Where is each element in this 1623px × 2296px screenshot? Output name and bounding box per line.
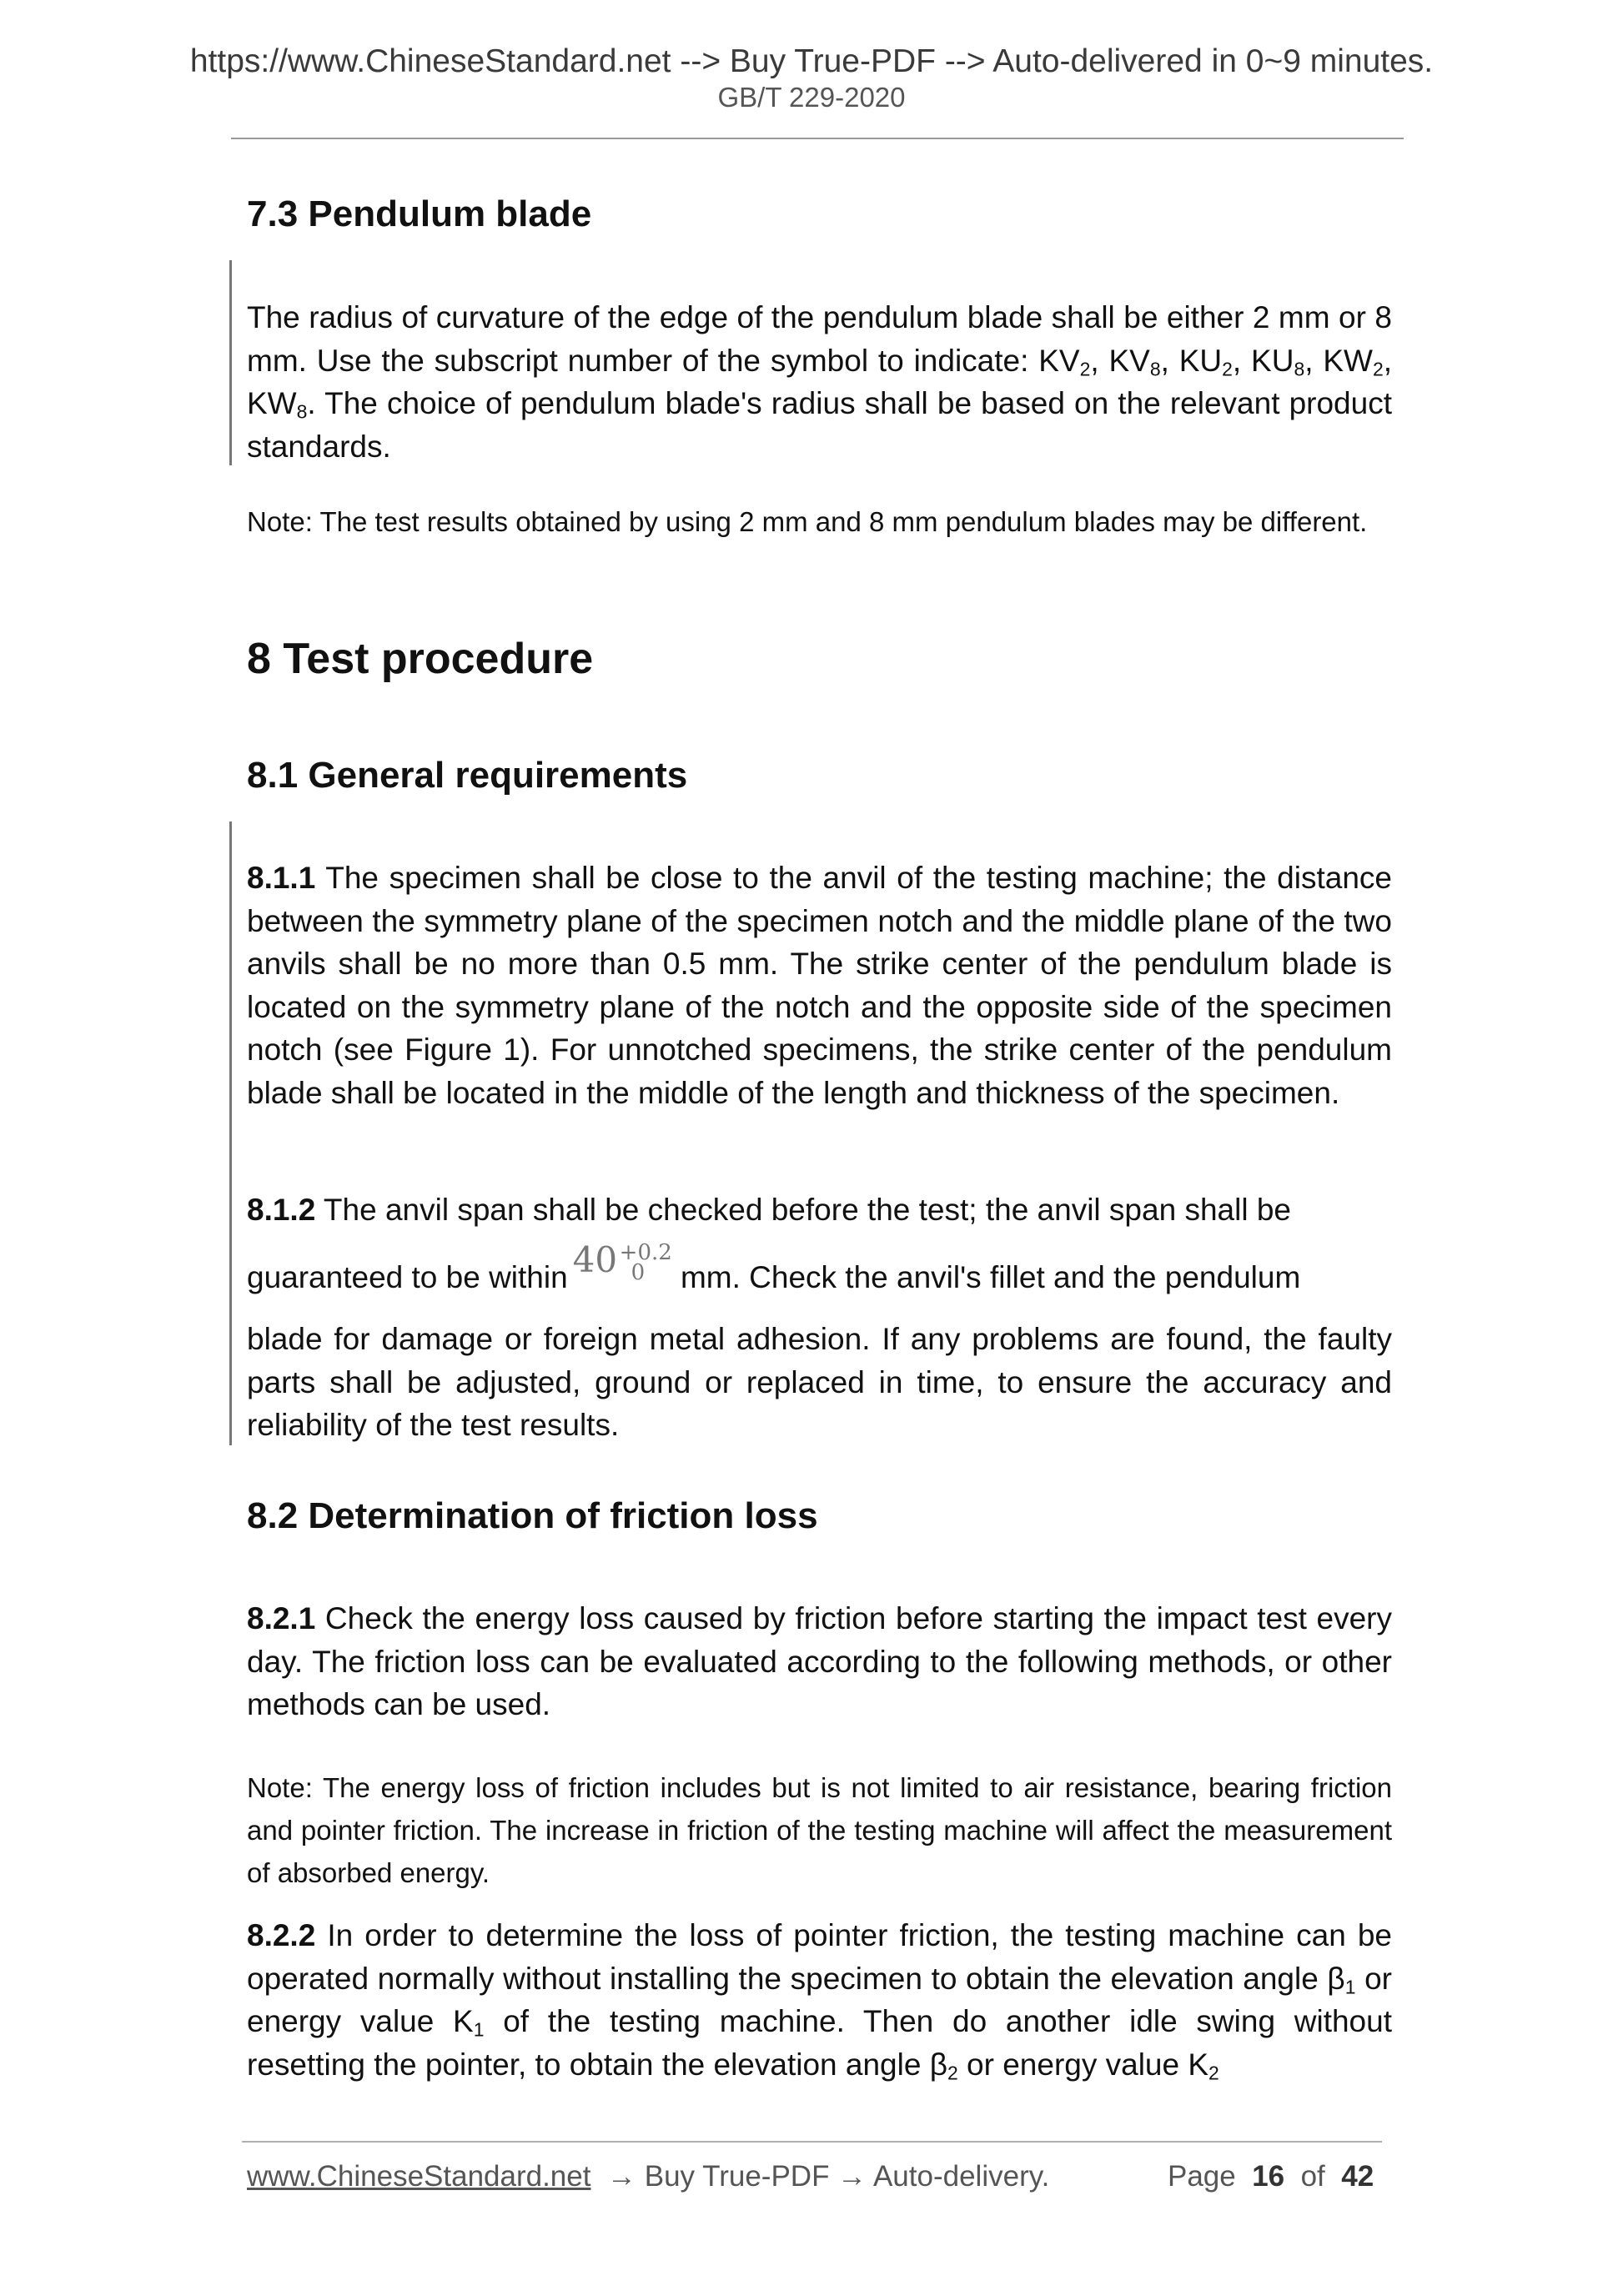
clause-8-2-1: 8.2.1 Check the energy loss caused by friction before starting the impact test every day. The friction loss can be evaluated according to the following methods, or other methods can be used.: [247, 1601, 1392, 1721]
clause-number: 8.2.2: [247, 1918, 316, 1952]
footer-tagline: → Buy True-PDF → Auto-delivery.: [607, 2160, 1050, 2193]
clause-number: 8.2.1: [247, 1601, 316, 1635]
clause-8-1-2-formula-line: guaranteed to be within 40 +0.2 0 mm. Check the anvil's fillet and the pendulum: [247, 1256, 1392, 1299]
document-code: GB/T 229-2020: [717, 82, 906, 113]
footer-rule: [242, 2141, 1382, 2143]
anvil-span-formula: 40 +0.2 0: [572, 1238, 672, 1285]
clause-number: 8.1.2: [247, 1193, 316, 1227]
clause-8-1-2-rest: blade for damage or foreign metal adhesion. If any problems are found, the faulty parts shall be adjusted, ground or replaced in time, to ensure the accuracy and reliability of the test results.: [247, 1322, 1392, 1442]
change-bar: [229, 821, 232, 1445]
top-banner: https://www.ChineseStandard.net --> Buy True-PDF --> Auto-delivered in 0~9 minutes.: [189, 43, 1434, 79]
section-8-2-heading: 8.2 Determination of friction loss: [247, 1495, 818, 1536]
clause-8-2-2: 8.2.2 In order to determine the loss of pointer friction, the testing machine can be operated normally without installing the specimen to obtain the elevation angle $\beta_1$ or energy value $K_1$ of the testing machine. Then do another idle swing without resetting the pointer, to obtain the elevation angle $\beta_2$ or energy value $K_2$: [247, 1918, 1392, 2084]
section-7-3-paragraph: The radius of curvature of the edge of the pendulum blade shall be either 2 mm or 8 mm. Use the subscript number of the symbol to indicate: $KV_2$, $KV_8$, $KU_2$, $KU_8$, $KW_2$, $KW_8$. The choice of pendulum blade's radius shall be based on the relevant product standards.: [247, 300, 1392, 464]
change-bar: [229, 260, 232, 465]
section-8-1-heading: 8.1 General requirements: [247, 755, 688, 796]
section-8-heading: 8 Test procedure: [247, 635, 594, 683]
clause-8-1-1: 8.1.1 The specimen shall be close to the anvil of the testing machine; the distance between the symmetry plane of the specimen notch and the middle plane of the two anvils shall be no more than 0.5 mm. The strike center of the pendulum blade is located on the symmetry plane of the notch and the opposite side of the specimen notch (see Figure 1). For unnotched specimens, the strike center of the pendulum blade shall be located in the middle of the length and thickness of the specimen.: [247, 861, 1392, 1110]
page-number: Page 16 of 42: [1168, 2160, 1374, 2193]
footer-website-link[interactable]: www.ChineseStandard.net: [247, 2160, 591, 2193]
section-8-2-note: Note: The energy loss of friction includes but is not limited to air resistance, bearing friction and pointer friction. The increase in friction of the testing machine will affect the measurement of absorbed energy.: [247, 1772, 1392, 1888]
clause-8-1-2-line1: 8.1.2 The anvil span shall be checked before the test; the anvil span shall be: [247, 1193, 1291, 1227]
section-7-3-note: Note: The test results obtained by using 2 mm and 8 mm pendulum blades may be different.: [247, 506, 1368, 537]
header-rule: [231, 138, 1404, 139]
clause-number: 8.1.1: [247, 861, 316, 895]
section-7-3-heading: 7.3 Pendulum blade: [247, 193, 592, 234]
